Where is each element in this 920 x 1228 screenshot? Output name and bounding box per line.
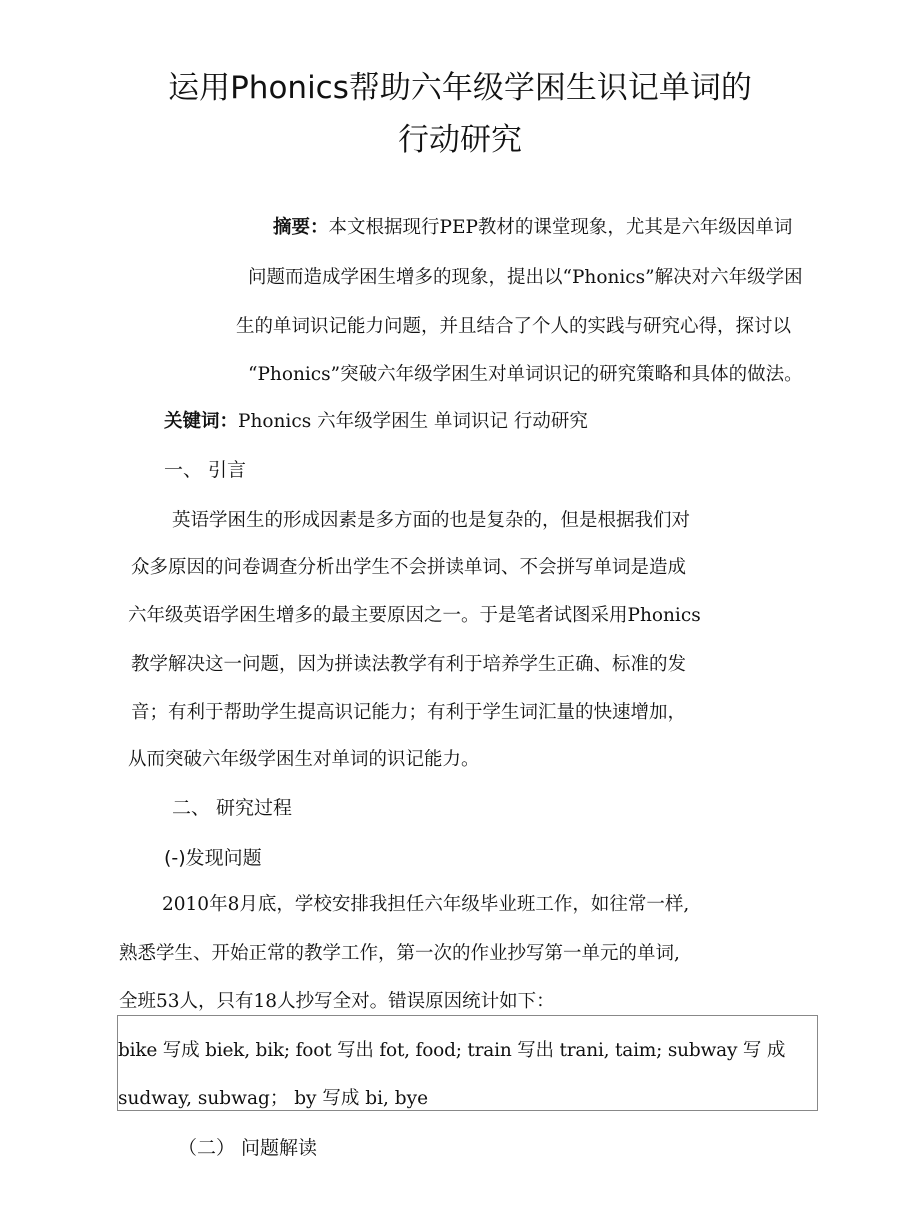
- abstract-line: 生的单词识记能力问题，并且结合了个人的实践与研究心得，探讨以: [236, 316, 792, 337]
- paragraph-line: 熟悉学生、开始正常的教学工作，第一次的作业抄写第一单元的单词,: [119, 943, 680, 964]
- abstract-first-line: [273, 213, 792, 239]
- paragraph-line: 音；有利于帮助学生提高识记能力；有利于学生词汇量的快速增加，: [131, 702, 687, 723]
- section-heading-intro: 一、 引言: [164, 459, 247, 481]
- title-line-1: 运用Phonics帮助六年级学困生识记单词的: [168, 70, 752, 106]
- paragraph-line: 英语学困生的形成因素是多方面的也是复杂的，但是根据我们对: [172, 510, 691, 531]
- subsection-heading-find-problem: (-)发现问题: [164, 847, 262, 869]
- title-line-2: 行动研究: [398, 122, 522, 158]
- paragraph-line: 众多原因的问卷调查分析出学生不会拼读单词、不会拼写单词是造成: [131, 557, 687, 578]
- paragraph-line: 六年级英语学困生增多的最主要原因之一。于是笔者试图采用Phonics: [128, 605, 701, 626]
- paragraph-line: 教学解决这一问题，因为拼读法教学有利于培养学生正确、标准的发: [131, 654, 687, 675]
- paragraph-line: 全班53人，只有18人抄写全对。错误原因统计如下：: [119, 991, 555, 1012]
- subsection-heading-interpretation: （二） 问题解读: [178, 1137, 318, 1159]
- abstract-line: 本文根据现行PEP教材的课堂现象，尤其是六年级因单词: [328, 217, 793, 238]
- paragraph-line: 从而突破六年级学困生对单词的识记能力。: [128, 749, 480, 770]
- keywords-label: 关键词：: [164, 411, 239, 432]
- abstract-line: “Phonics”突破六年级学困生对单词识记的研究策略和具体的做法。: [248, 364, 803, 385]
- keywords: [164, 407, 588, 433]
- error-line: bike 写成 biek, bik; foot 写出 fot, food; train 写出 trani, taim; subway 写 成: [118, 1040, 786, 1061]
- section-heading-process: 二、 研究过程: [172, 797, 293, 819]
- error-line: sudway, subwag； by 写成 bi, bye: [118, 1088, 429, 1109]
- error-statistics-box: [117, 1015, 818, 1111]
- abstract-label: 摘要：: [273, 217, 329, 238]
- paragraph-line: 2010年8月底，学校安排我担任六年级毕业班工作，如往常一样,: [162, 894, 690, 915]
- keywords-text: Phonics 六年级学困生 单词识记 行动研究: [238, 411, 588, 432]
- abstract-line: 问题而造成学困生增多的现象，提出以“Phonics”解决对六年级学困: [248, 267, 803, 288]
